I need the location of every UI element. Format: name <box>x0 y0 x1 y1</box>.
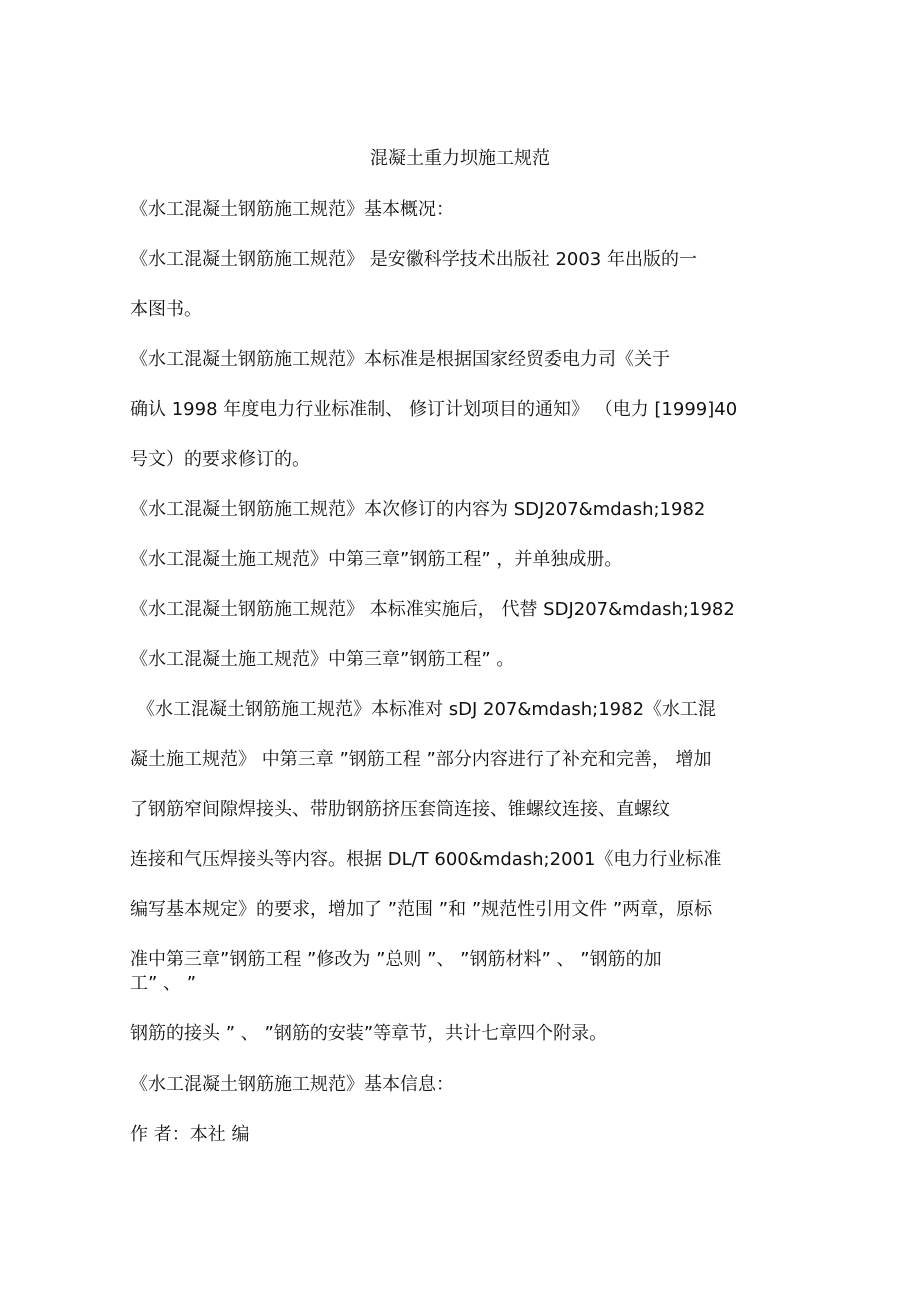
text-line-1: 《水工混凝土钢筋施工规范》基本概况： <box>130 199 454 220</box>
text-line-2: 《水工混凝土钢筋施工规范》 是安徽科学技术出版社 2003 年出版的一 <box>130 249 697 270</box>
text-line-12: 凝土施工规范》 中第三章 ”钢筋工程 ”部分内容进行了补充和完善， 增加 <box>130 749 712 770</box>
text-line-7: 《水工混凝土钢筋施工规范》本次修订的内容为 SDJ207&mdash;1982 <box>130 499 706 520</box>
text-line-6: 号文）的要求修订的。 <box>130 449 310 470</box>
text-line-13: 了钢筋窄间隙焊接头、带肋钢筋挤压套筒连接、锥螺纹连接、直螺纹 <box>130 799 670 820</box>
text-line-20: 作 者：本社 编 <box>130 1124 250 1145</box>
text-line-19: 《水工混凝土钢筋施工规范》基本信息： <box>130 1074 454 1095</box>
text-line-3: 本图书。 <box>130 299 202 320</box>
text-line-4: 《水工混凝土钢筋施工规范》本标准是根据国家经贸委电力司《关于 <box>130 349 670 370</box>
text-line-10: 《水工混凝土施工规范》中第三章”钢筋工程” 。 <box>130 649 515 670</box>
text-line-5: 确认 1998 年度电力行业标准制、 修订计划项目的通知》 （电力 [1999]40 <box>130 399 738 420</box>
text-line-9: 《水工混凝土钢筋施工规范》 本标准实施后， 代替 SDJ207&mdash;1982 <box>130 599 735 620</box>
text-line-17: 工” 、 ” <box>130 973 197 994</box>
text-line-16: 准中第三章”钢筋工程 ”修改为 ”总则 ”、 ”钢筋材料” 、 ”钢筋的加 <box>130 949 662 970</box>
text-line-8: 《水工混凝土施工规范》中第三章”钢筋工程” ，并单独成册。 <box>130 549 623 570</box>
text-line-15: 编写基本规定》的要求，增加了 ”范围 ”和 ”规范性引用文件 ”两章，原标 <box>130 899 713 920</box>
text-line-18: 钢筋的接头 ” 、 ”钢筋的安装”等章节，共计七章四个附录。 <box>130 1023 608 1044</box>
document-title: 混凝土重力坝施工规范 <box>370 148 550 169</box>
text-line-11: 《水工混凝土钢筋施工规范》本标准对 sDJ 207&mdash;1982《水工混 <box>137 699 717 720</box>
text-line-14: 连接和气压焊接头等内容。根据 DL/T 600&mdash;2001《电力行业标准 <box>130 849 722 870</box>
